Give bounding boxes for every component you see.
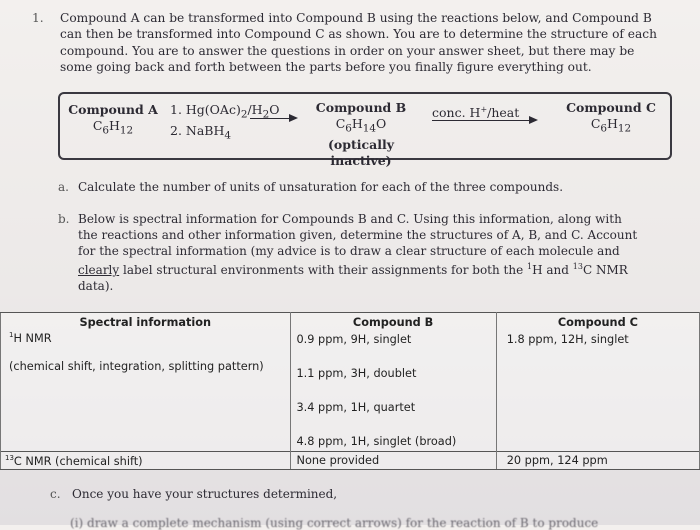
compound-b-hnmr xyxy=(290,331,496,451)
part-a-text: Calculate the number of units of unsaturation for each of the three compounds. xyxy=(78,180,564,194)
question-line: some going back and forth between the parts before you finally figure everything out. xyxy=(60,59,592,74)
compound-c-name: Compound C xyxy=(566,100,656,115)
compound-b-formula: $C_6H_{14}O$ xyxy=(335,116,387,135)
part-b-line: clearly label structural environments with their assignments for both the $^1$H and $^{13}$C NMR xyxy=(78,262,628,277)
part-c-subitem-cut: (i) draw a complete mechanism (using correct arrows) for the reaction of B to produce xyxy=(70,516,599,530)
question-line: Compound A can be transformed into Compound B using the reactions below, and Compound B xyxy=(60,11,652,25)
compound-c-cnmr: 20 ppm, 124 ppm xyxy=(496,451,699,470)
part-b-text xyxy=(78,211,678,294)
compound-a-name: Compound A xyxy=(68,102,158,117)
b-signal: 4.8 ppm, 1H, singlet (broad) xyxy=(296,435,457,448)
b-signal: 1.1 ppm, 3H, doublet xyxy=(296,367,417,380)
part-b-line: for the spectral information (my advice is to draw a clear structure of each molecule and xyxy=(78,244,620,258)
compound-b xyxy=(296,100,426,169)
spectral-table xyxy=(0,312,700,470)
question-line: can then be transformed into Compound C as shown. You are to determine the structure of each xyxy=(60,27,657,42)
compound-c xyxy=(556,100,666,137)
compound-b-cnmr: None provided xyxy=(290,451,496,470)
compound-a xyxy=(68,102,158,139)
compound-a-formula: $C_6H_{12}$ xyxy=(92,118,134,137)
part-b-line: Below is spectral information for Compounds B and C. Using this information, along with xyxy=(78,212,622,226)
compound-b-note: (optically inactive) xyxy=(328,136,394,168)
reaction-scheme xyxy=(58,92,672,168)
part-c-text: Once you have your structures determined, xyxy=(72,487,338,501)
part-c-label: c. xyxy=(50,487,61,501)
question-line: compound. You are to answer the questions in order on your answer sheet, but there may be xyxy=(60,43,635,58)
compound-b-name: Compound B xyxy=(315,100,407,115)
hnmr-label: $^1$H NMR xyxy=(9,331,52,345)
part-b-line: the reactions and other information given, determine the structures of A, B, and C. Account xyxy=(78,228,638,242)
question-number: 1. xyxy=(32,11,44,25)
arrow-a-to-b xyxy=(250,118,296,119)
question-text xyxy=(60,10,660,75)
cnmr-label: $^{13}$C NMR (chemical shift) xyxy=(1,451,291,470)
part-a-label: a. xyxy=(58,180,69,194)
header-spectral-info: Spectral information xyxy=(1,313,291,332)
acid-reagent: conc. H+/heat xyxy=(432,105,520,121)
c-signal: 1.8 ppm, 12H, singlet xyxy=(506,333,629,346)
arrow-b-to-c xyxy=(432,120,536,121)
header-compound-b: Compound B xyxy=(290,313,496,332)
hnmr-description: (chemical shift, integration, splitting pattern) xyxy=(9,359,264,373)
reagent-nabh4: 2. NaBH$_4$ xyxy=(170,122,232,141)
b-signal: 3.4 ppm, 1H, quartet xyxy=(296,401,416,414)
b-signal: 0.9 ppm, 9H, singlet xyxy=(296,333,412,346)
step1-reagents xyxy=(170,102,279,143)
compound-c-hnmr xyxy=(496,331,699,451)
hnmr-cell xyxy=(1,331,291,451)
compound-c-formula: $C_6H_{12}$ xyxy=(590,116,632,135)
reagent-hg-oac: 1. $Hg(OAc)_2/H_2O$ xyxy=(170,102,280,121)
part-b-label: b. xyxy=(58,212,70,226)
part-b-line: data). xyxy=(78,279,114,293)
header-compound-c: Compound C xyxy=(496,313,699,332)
